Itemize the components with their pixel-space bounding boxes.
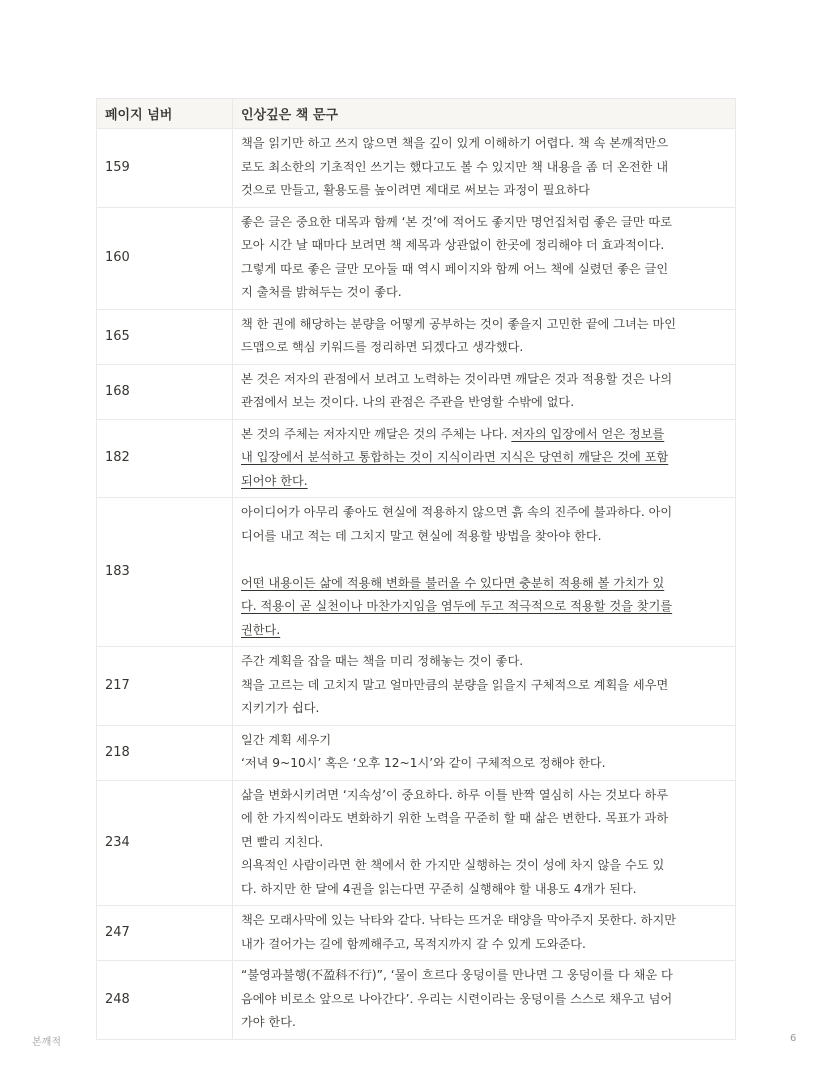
- table-row: [97, 725, 736, 780]
- quote-line: [241, 784, 727, 808]
- quote-text: 일간 계획 세우기: [241, 732, 332, 747]
- quote-line: [241, 752, 727, 776]
- quote-line: [241, 423, 727, 447]
- page-number-cell: 218: [97, 725, 233, 780]
- table-row: [97, 309, 736, 364]
- quote-cell: [233, 961, 736, 1040]
- quote-text: 지키기가 쉽다.: [241, 701, 320, 715]
- header-quote: 인상깊은 책 문구: [233, 99, 736, 129]
- quote-text: 내가 걸어가는 길에 함께해주고, 목적지까지 갈 수 있게 도와준다.: [241, 936, 586, 951]
- quote-line: [241, 619, 727, 643]
- quote-text: 면 빨리 지친다.: [241, 834, 324, 849]
- underlined-quote-text: 저자의 입장에서 얻은 정보를: [511, 426, 665, 441]
- quote-text: 본 것의 주체는 저자지만 깨달은 것의 주체는 나다.: [241, 426, 512, 441]
- quote-line: [241, 831, 727, 855]
- quote-line: [241, 525, 727, 549]
- quote-line: [241, 179, 727, 203]
- quote-line: [241, 156, 727, 180]
- quote-line: [241, 650, 727, 674]
- quote-text: 삶을 변화시키려면 ‘지속성’이 중요하다. 하루 이틀 반짝 열심히 사는 것보다 하루: [241, 787, 669, 802]
- quote-line: [241, 446, 727, 470]
- quote-text: 책을 고르는 데 고치지 말고 얼마만큼의 분량을 읽을지 구체적으로 계획을 세우면: [241, 677, 669, 692]
- quote-text: 좋은 글은 중요한 대목과 함께 ‘본 것’에 적어도 좋지만 명언집처럼 좋은 글만 따로: [241, 214, 672, 229]
- quote-text: 로도 최소한의 기초적인 쓰기는 했다고도 볼 수 있지만 책 내용을 좀 더 온전한 내: [241, 159, 669, 174]
- page-number-cell: 248: [97, 961, 233, 1040]
- footer-title: 본깨적: [32, 1037, 61, 1048]
- table-row: [97, 207, 736, 309]
- quote-cell: [233, 364, 736, 419]
- quote-text: 의욕적인 사람이라면 한 책에서 한 가지만 실행하는 것이 성에 차지 않을 수도 있: [241, 858, 665, 872]
- quote-text: 지 출처를 밝혀두는 것이 좋다.: [241, 285, 402, 299]
- quote-line: [241, 281, 727, 305]
- page-number-cell: 159: [97, 129, 233, 208]
- quote-line: [241, 674, 727, 698]
- table-row: [97, 780, 736, 906]
- table-header-row: [97, 99, 736, 129]
- quote-text: 아이디어가 아무리 좋아도 현실에 적용하지 않으면 흙 속의 진주에 불과하다. 아이: [241, 505, 673, 519]
- table-row: [97, 647, 736, 726]
- quote-line: [241, 697, 727, 721]
- underlined-quote-text: 권한다.: [241, 622, 281, 637]
- quote-line: [241, 1011, 727, 1035]
- quote-line: [241, 234, 727, 258]
- quote-line: [241, 548, 727, 572]
- quote-cell: [233, 725, 736, 780]
- quote-text: ‘저녁 9~10시’ 혹은 ‘오후 12~1시’와 같이 구체적으로 정해야 한다.: [241, 756, 606, 770]
- quote-line: [241, 211, 727, 235]
- page-number-cell: 165: [97, 309, 233, 364]
- quote-line: [241, 368, 727, 392]
- quote-cell: [233, 780, 736, 906]
- quote-line: [241, 988, 727, 1012]
- quote-cell: [233, 129, 736, 208]
- page-number: 6: [790, 1033, 797, 1044]
- quote-line: [241, 132, 727, 156]
- quote-line: [241, 572, 727, 596]
- quote-line: [241, 336, 727, 360]
- table-row: [97, 364, 736, 419]
- table-row: [97, 498, 736, 647]
- quote-cell: [233, 207, 736, 309]
- quote-line: [241, 595, 727, 619]
- quote-text: 것으로 만들고, 활용도를 높이려면 제대로 써보는 과정이 필요하다: [241, 183, 590, 197]
- quote-text: 그렇게 따로 좋은 글만 모아둘 때 역시 페이지와 함께 어느 책에 실렸던 좋은 글인: [241, 261, 669, 276]
- quote-cell: [233, 647, 736, 726]
- quote-line: [241, 909, 727, 933]
- quote-text: 주간 계획을 잡을 때는 책을 미리 정해놓는 것이 좋다.: [241, 654, 524, 668]
- table-row: [97, 906, 736, 961]
- table-row: [97, 961, 736, 1040]
- underlined-quote-text: 내 입장에서 분석하고 통합하는 것이 지식이라면 지식은 당연히 깨달은 것에 포함: [241, 450, 669, 464]
- quote-line: [241, 391, 727, 415]
- page-number-cell: 183: [97, 498, 233, 647]
- page-number-cell: 182: [97, 419, 233, 498]
- quote-text: 에 한 가지씩이라도 변화하기 위한 노력을 꾸준히 할 때 삶은 변한다. 목표가 과하: [241, 811, 669, 825]
- page-number-cell: 217: [97, 647, 233, 726]
- quote-line: [241, 964, 727, 988]
- quote-cell: [233, 309, 736, 364]
- quote-text: 책은 모래사막에 있는 낙타와 같다. 낙타는 뜨거운 태양을 막아주지 못한다. 하지만: [241, 913, 677, 927]
- quote-text: 관점에서 보는 것이다. 나의 관점은 주관을 반영할 수밖에 없다.: [241, 395, 575, 409]
- table-row: [97, 129, 736, 208]
- underlined-quote-text: 되어야 한다.: [241, 473, 308, 488]
- quote-text: 드맵으로 핵심 키워드를 정리하면 되겠다고 생각했다.: [241, 340, 524, 354]
- quote-text: 가야 한다.: [241, 1015, 296, 1029]
- table-row: [97, 419, 736, 498]
- quote-cell: [233, 419, 736, 498]
- quote-text: 책을 읽기만 하고 쓰지 않으면 책을 깊이 있게 이해하기 어렵다. 책 속 본깨적만으: [241, 136, 669, 150]
- quote-text: 모아 시간 날 때마다 보려면 책 제목과 상관없이 한곳에 정리해야 더 효과적이다.: [241, 238, 665, 252]
- quote-text: 음에야 비로소 앞으로 나아간다’. 우리는 시련이라는 웅덩이를 스스로 채우고 넘어: [241, 991, 673, 1006]
- quote-line: [241, 933, 727, 957]
- quote-text: 디어를 내고 적는 데 그치지 말고 현실에 적용할 방법을 찾아야 한다.: [241, 528, 602, 543]
- quote-line: [241, 729, 727, 753]
- quote-cell: [233, 906, 736, 961]
- quote-line: [241, 807, 727, 831]
- quote-line: [241, 501, 727, 525]
- page-number-cell: 234: [97, 780, 233, 906]
- quotes-table: [96, 98, 736, 1040]
- quote-line: [241, 878, 727, 902]
- page-number-cell: 168: [97, 364, 233, 419]
- underlined-quote-text: 어떤 내용이든 삶에 적용해 변화를 불러올 수 있다면 충분히 적용해 볼 가치가 있: [241, 575, 665, 590]
- quote-line: [241, 258, 727, 282]
- page-number-cell: 160: [97, 207, 233, 309]
- quote-text: 책 한 권에 해당하는 분량을 어떻게 공부하는 것이 좋을지 고민한 끝에 그녀는 마인: [241, 316, 677, 331]
- quote-cell: [233, 498, 736, 647]
- quote-line: [241, 854, 727, 878]
- header-page-number: 페이지 넘버: [97, 99, 233, 129]
- quote-text: “불영과불행(不盈科不行)”, ‘물이 흐르다 웅덩이를 만나면 그 웅덩이를 다 채운 다: [241, 968, 673, 982]
- underlined-quote-text: 다. 적용이 곧 실천이나 마찬가지임을 염두에 두고 적극적으로 적용할 것을 찾기를: [241, 599, 673, 613]
- quote-text: 본 것은 저자의 관점에서 보려고 노력하는 것이라면 깨달은 것과 적용할 것은 나의: [241, 371, 673, 386]
- quote-text: 다. 하지만 한 달에 4권을 읽는다면 꾸준히 실행해야 할 내용도 4개가 된다.: [241, 881, 637, 896]
- quote-line: [241, 313, 727, 337]
- quote-line: [241, 470, 727, 494]
- page-number-cell: 247: [97, 906, 233, 961]
